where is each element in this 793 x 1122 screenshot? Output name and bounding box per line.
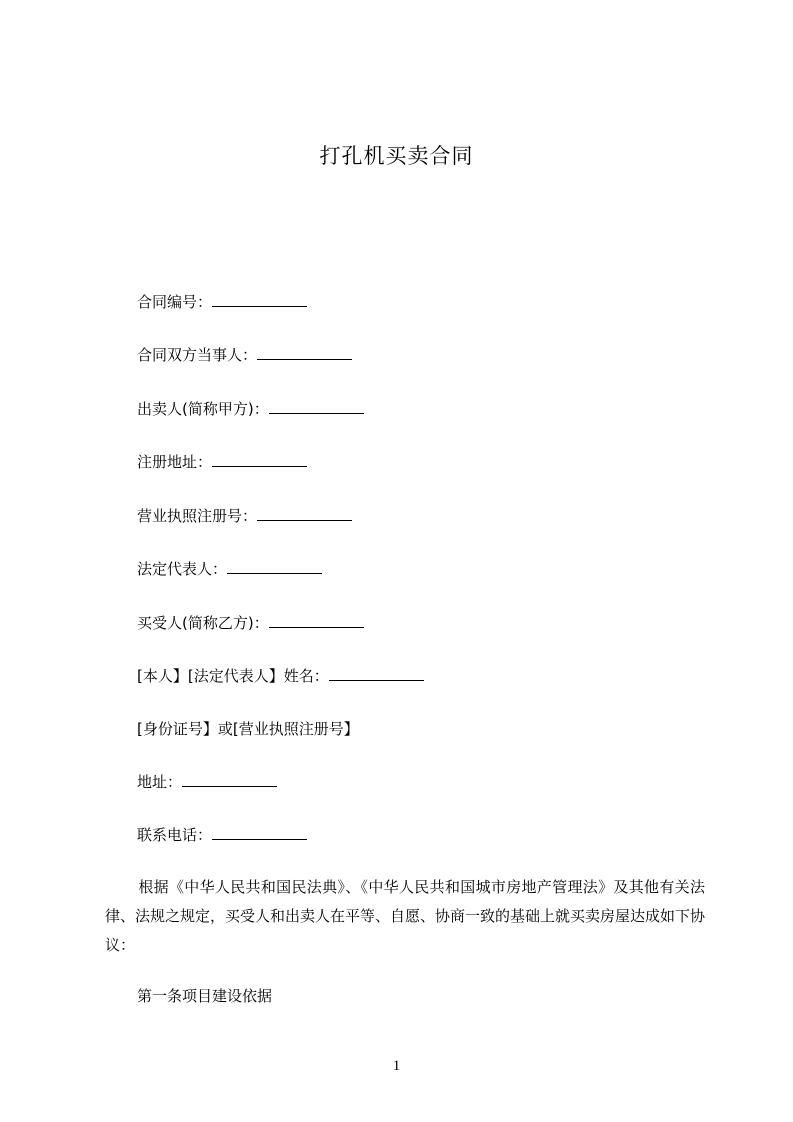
field-label: 地址：: [137, 773, 183, 791]
field-business-license-number: [137, 506, 352, 526]
field-label: [本人】[法定代表人】姓名：: [137, 667, 329, 685]
field-label: [身份证号】或[营业执照注册号】: [137, 720, 359, 738]
fill-in-blank: [269, 613, 364, 628]
field-id-or-license-number: [137, 719, 359, 739]
fill-in-blank: [257, 345, 352, 360]
field-label: 营业执照注册号：: [137, 507, 258, 525]
field-legal-representative: [137, 559, 322, 579]
fill-in-blank: [257, 506, 352, 521]
field-contract-number: [137, 292, 307, 312]
preamble-paragraph: [105, 873, 705, 960]
document-title: 打孔机买卖合同: [319, 144, 474, 168]
fill-in-blank: [227, 559, 322, 574]
field-buyer-name: [137, 666, 424, 686]
field-label: 注册地址：: [137, 453, 213, 471]
field-registered-address: [137, 452, 307, 472]
field-label: 合同编号：: [137, 293, 213, 311]
field-buyer: [137, 613, 364, 633]
fill-in-blank: [212, 825, 307, 840]
field-contract-parties: [137, 345, 352, 365]
field-label: 出卖人(简称甲方)：: [137, 400, 269, 418]
article-heading: 第一条项目建设依据: [137, 987, 273, 1005]
fill-in-blank: [329, 666, 424, 681]
field-label: 合同双方当事人：: [137, 346, 258, 364]
field-label: 法定代表人：: [137, 560, 228, 578]
fill-in-blank: [269, 399, 364, 414]
field-label: 联系电话：: [137, 826, 213, 844]
fill-in-blank: [212, 452, 307, 467]
page-number: 1: [392, 1058, 401, 1074]
fill-in-blank: [182, 772, 277, 787]
paragraph-text: 根据《中华人民共和国民法典》、《中华人民共和国城市房地产管理法》及其他有关法律、法规之规定，买受人和出卖人在平等、自愿、协商一致的基础上就买卖房屋达成如下协议：: [105, 878, 706, 954]
fill-in-blank: [212, 292, 307, 307]
field-label: 买受人(简称乙方)：: [137, 614, 269, 632]
field-address: [137, 772, 277, 792]
field-phone: [137, 825, 307, 845]
field-seller: [137, 399, 364, 419]
